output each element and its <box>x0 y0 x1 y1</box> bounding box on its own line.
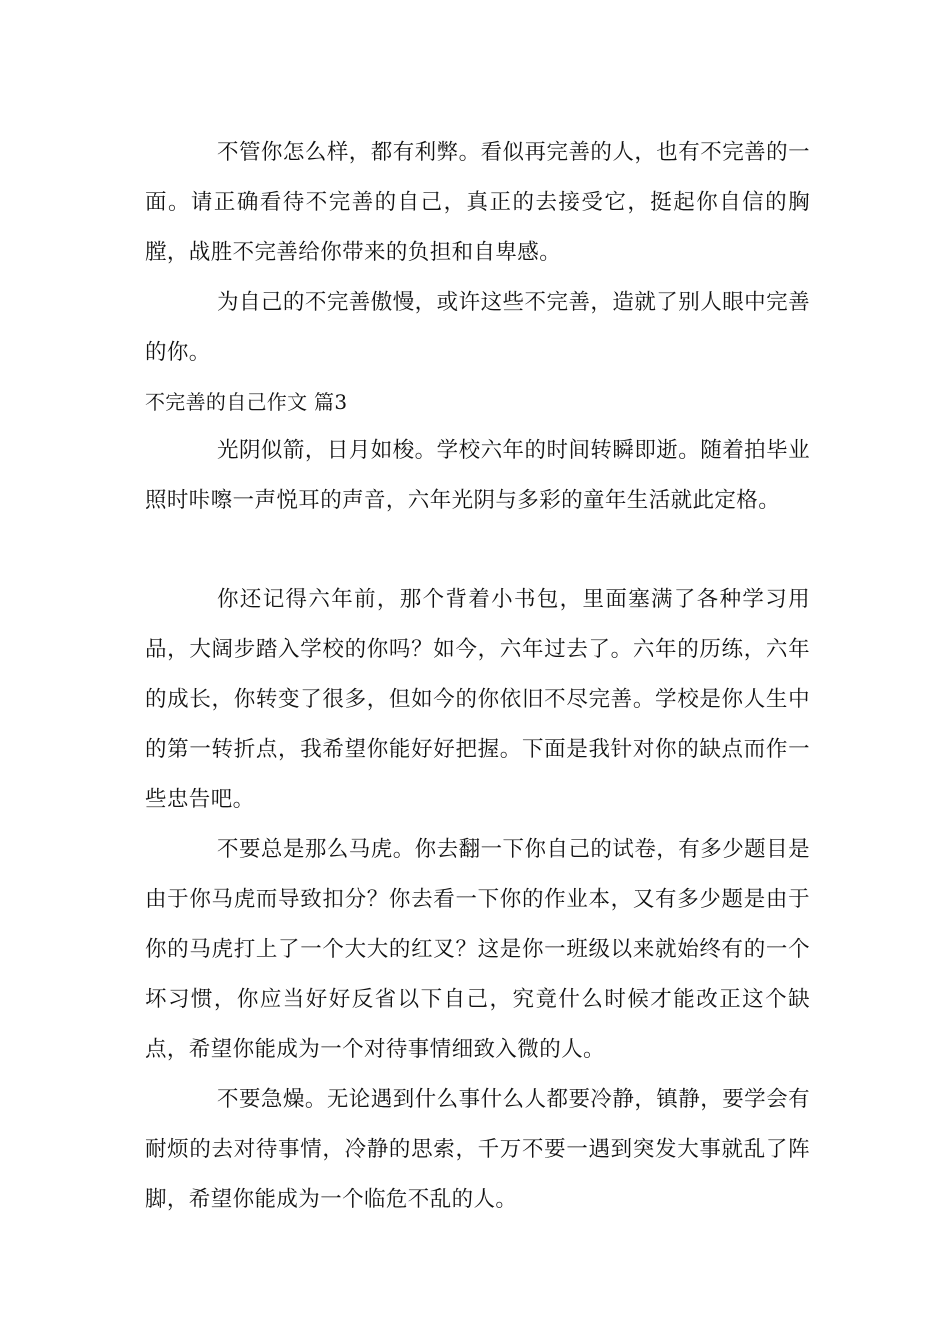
body-paragraph: 为自己的不完善傲慢，或许这些不完善，造就了别人眼中完善的你。 <box>145 290 810 365</box>
body-paragraph: 你还记得六年前，那个背着小书包，里面塞满了各种学习用品，大阔步踏入学校的你吗？如今，六年过去了。六年的历练，六年的成长，你转变了很多，但如今的你依旧不尽完善。学校是你人生中的第一转折点，我希望你能好好把握。下面是我针对你的缺点而作一些忠告吧。 <box>145 587 810 812</box>
section-heading: 不完善的自己作文 篇3 <box>145 390 348 414</box>
body-paragraph: 不要急燥。无论遇到什么事什么人都要冷静，镇静，要学会有耐烦的去对待事情，冷静的思索，千万不要一遇到突发大事就乱了阵脚，希望你能成为一个临危不乱的人。 <box>145 1087 810 1212</box>
body-paragraph: 不管你怎么样，都有利弊。看似再完善的人，也有不完善的一面。请正确看待不完善的自己，真正的去接受它，挺起你自信的胸膛，战胜不完善给你带来的负担和自卑感。 <box>145 140 810 265</box>
body-paragraph: 光阴似箭，日月如梭。学校六年的时间转瞬即逝。随着拍毕业照时咔嚓一声悦耳的声音，六年光阴与多彩的童年生活就此定格。 <box>145 438 810 513</box>
body-paragraph: 不要总是那么马虎。你去翻一下你自己的试卷，有多少题目是由于你马虎而导致扣分？你去看一下你的作业本，又有多少题是由于你的马虎打上了一个大大的红叉？这是你一班级以来就始终有的一个坏习惯，你应当好好反省以下自己，究竟什么时候才能改正这个缺点，希望你能成为一个对待事情细致入微的人。 <box>145 837 810 1062</box>
